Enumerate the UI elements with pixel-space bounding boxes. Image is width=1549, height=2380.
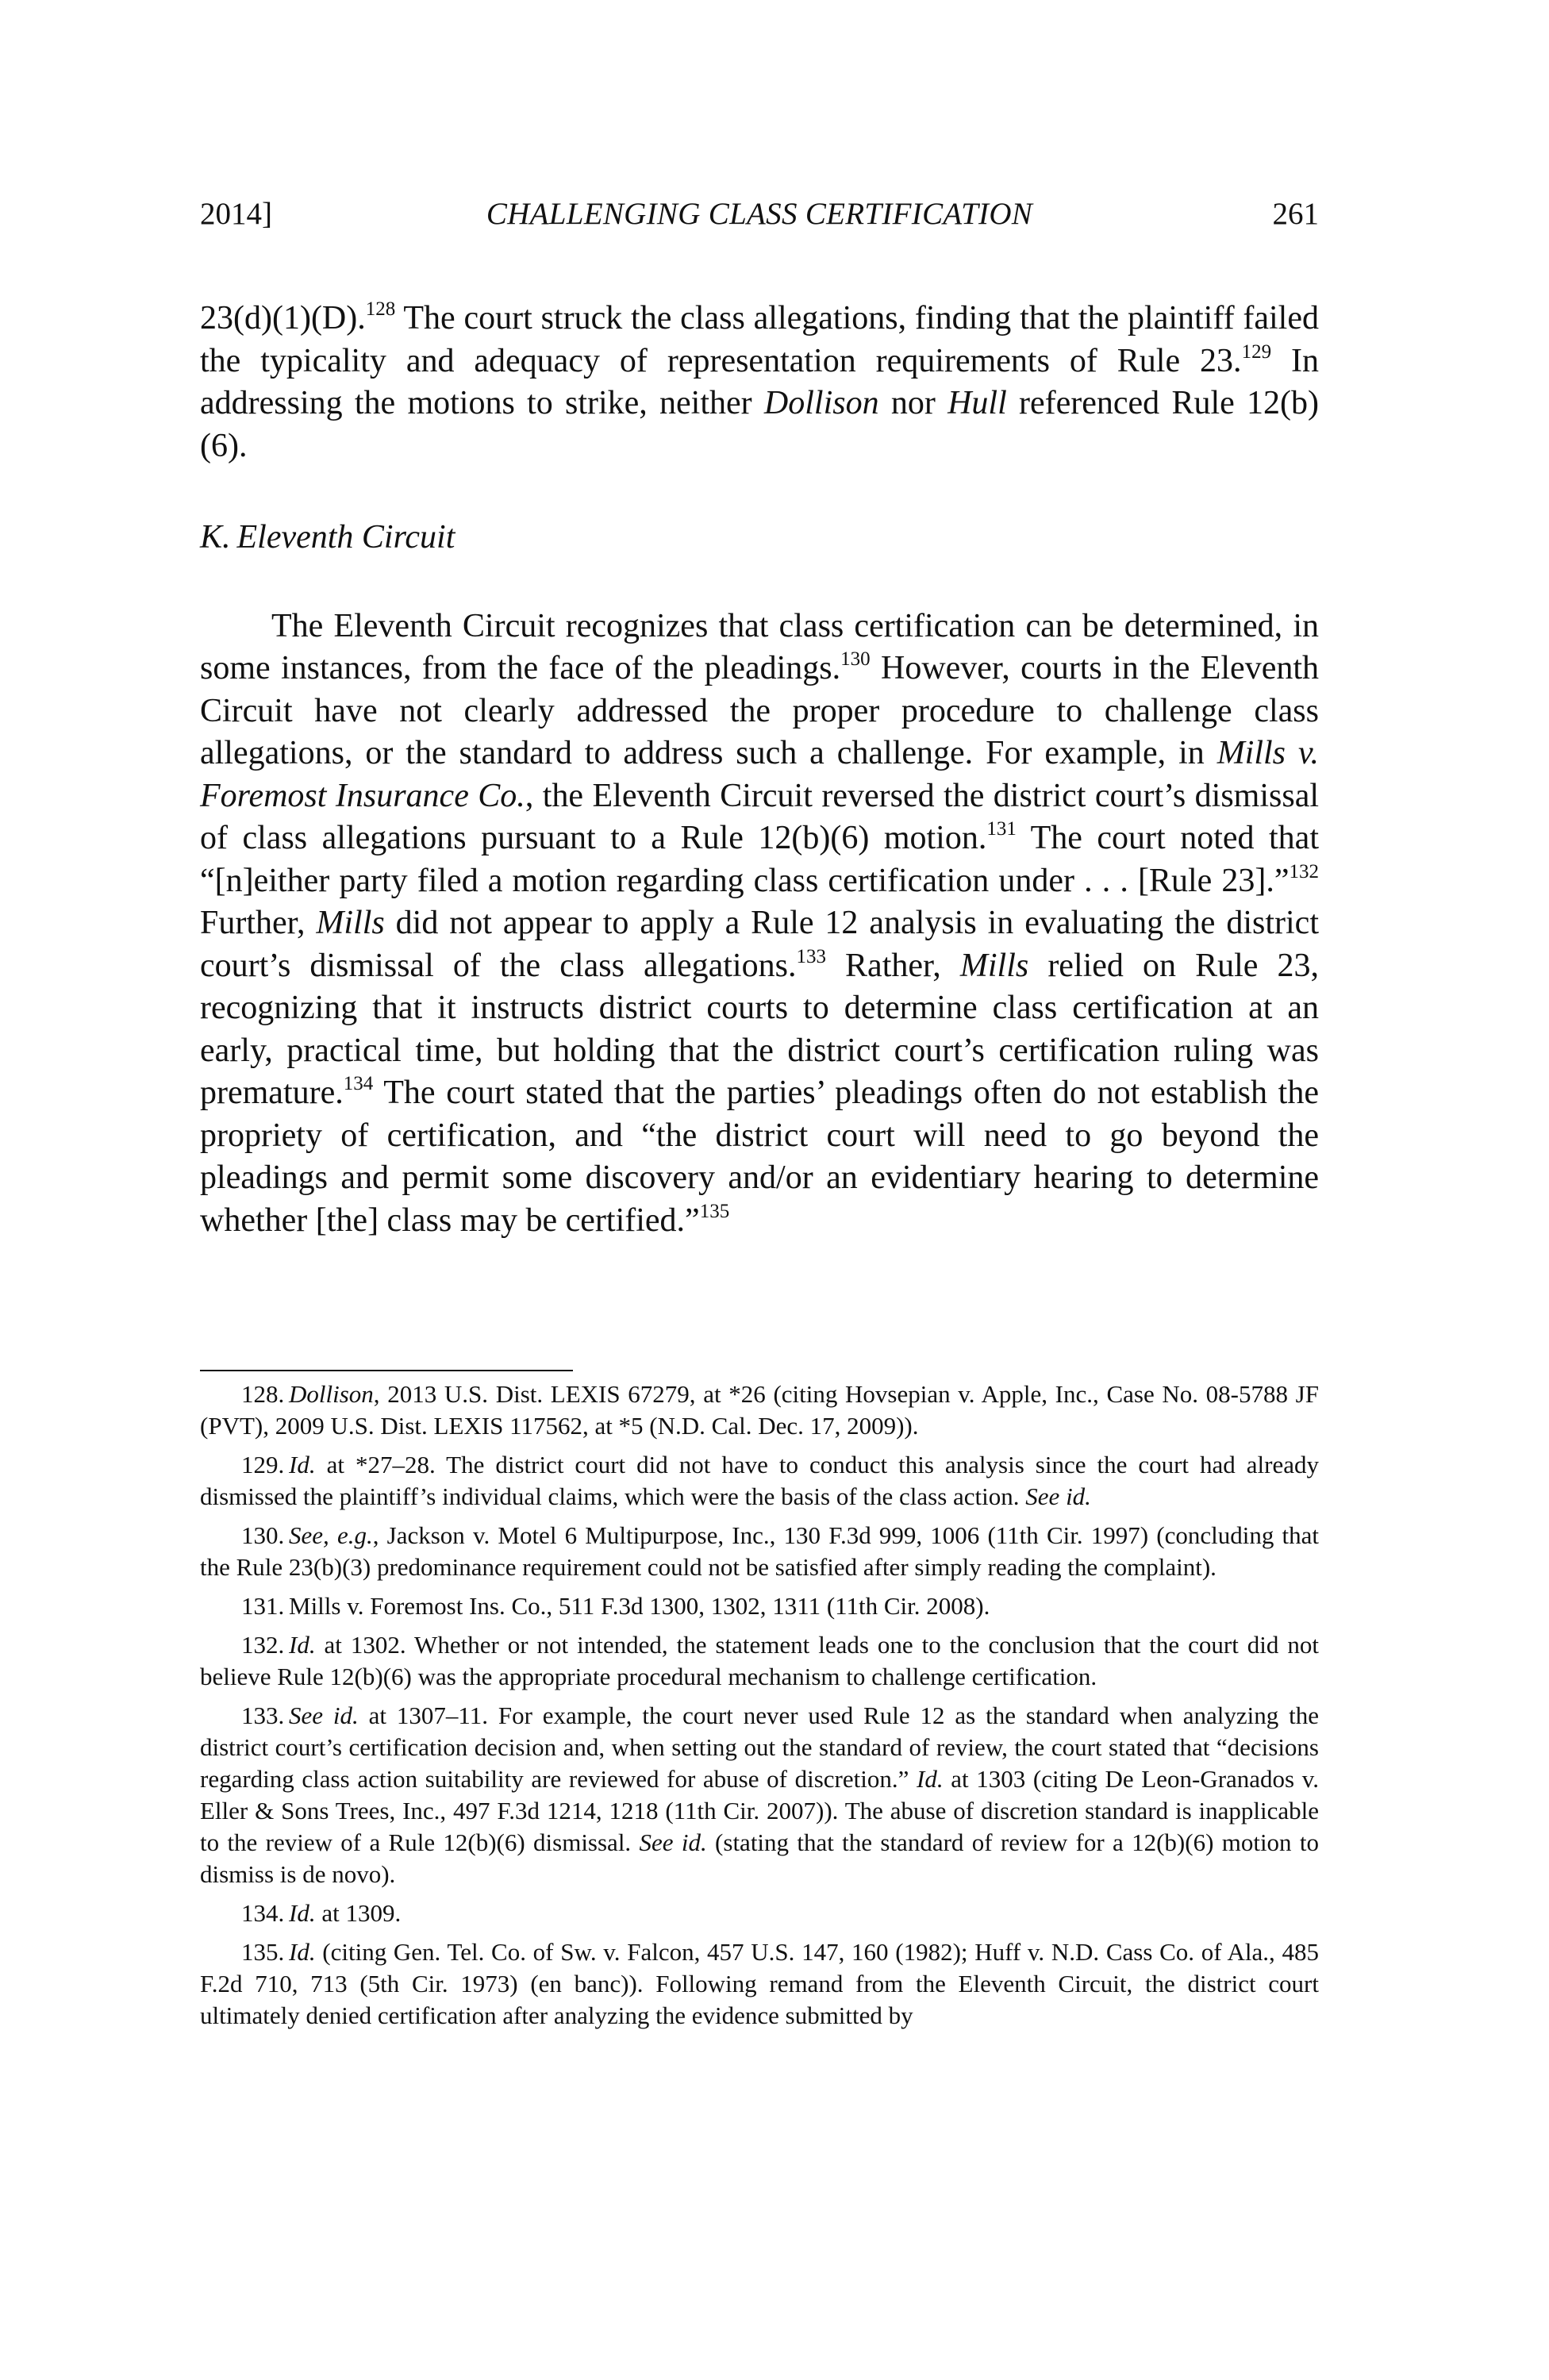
section-title: Eleventh Circuit: [236, 519, 455, 556]
footnote-135: [200, 1936, 1319, 2032]
footnote-130: [200, 1520, 1319, 1583]
footnote-ref-132[interactable]: 132: [1289, 860, 1319, 882]
text-run: The court stated that the parties’ pleadings often do not establish the propriety of certification, and “the district court will need to go beyond the pleadings and permit some discovery and/or an evidentiary hearing to determine whether [the] class may be certified.”: [200, 1075, 1319, 1239]
footnote-number: 132.: [241, 1631, 285, 1659]
citation-italic: Id.: [289, 1631, 316, 1659]
citation-italic: See id.: [289, 1701, 359, 1729]
text-run: Rather,: [825, 947, 960, 984]
text-run: , the Eleventh Circuit reversed the district court’s dismissal of class allegations pursuant to a Rule 12(b)(6) motion.: [200, 777, 1319, 856]
case-name: Mills: [316, 905, 385, 941]
case-name: Hull: [947, 385, 1007, 421]
text-run: referenced Rule 12(b)(6).: [200, 385, 1319, 464]
footnote-number: 133.: [241, 1701, 285, 1729]
footnote-128: [200, 1378, 1319, 1442]
footnote-ref-134[interactable]: 134: [343, 1073, 374, 1094]
footnote-134: [200, 1897, 1319, 1929]
citation-italic: See, e.g.: [289, 1521, 373, 1549]
case-name: Mills v. Foremost Insurance Co.: [200, 735, 1319, 814]
text-run: However, courts in the Eleventh Circuit have not clearly addressed the proper procedure to challenge class allegations, or the standard to address such a challenge. For example, in: [200, 650, 1320, 771]
citation-italic: Id.: [917, 1765, 944, 1793]
footnote-ref-128[interactable]: 128: [365, 298, 396, 320]
citation-italic: See id.: [639, 1828, 707, 1856]
case-name: Mills: [959, 947, 1029, 984]
footnote-ref-131[interactable]: 131: [986, 818, 1017, 840]
text-run: In addressing the motions to strike, neither: [200, 342, 1319, 421]
footnote-ref-133[interactable]: 133: [796, 945, 826, 967]
footnote-number: 128.: [241, 1380, 285, 1408]
text-run: relied on Rule 23, recognizing that it instructs district courts to determine class certification at an early, practical time, but holding that the district court’s certification ruling was premature.: [200, 947, 1319, 1111]
text-run: did not appear to apply a Rule 12 analysis in evaluating the district court’s dismissal of the class allegations.: [200, 905, 1319, 984]
footnote-text: , Jackson v. Motel 6 Multipurpose, Inc., 130 F.3d 999, 1006 (11th Cir. 1997) (concluding that the Rule 23(b)(3) predominance requirement could not be satisfied after simply reading the complaint).: [200, 1521, 1320, 1581]
text-run: The Eleventh Circuit recognizes that class certification can be determined, in some instances, from the face of the pleadings.: [200, 607, 1319, 686]
footnote-text: at 1309.: [315, 1899, 402, 1927]
citation-italic: Id.: [289, 1938, 316, 1966]
footnote-ref-130[interactable]: 130: [840, 648, 871, 670]
paragraph-eleventh-circuit: [200, 606, 1319, 1243]
text-run: 23(d)(1)(D).: [200, 300, 366, 336]
footnote-129: [200, 1449, 1319, 1513]
footnote-text: at 1302. Whether or not intended, the statement leads one to the conclusion that the court did not believe Rule 12(b)(6) was the appropriate procedural mechanism to challenge certification.: [200, 1631, 1319, 1690]
footnote-ref-129[interactable]: 129: [1241, 340, 1272, 363]
citation-italic: Id.: [289, 1451, 316, 1478]
footnote-text: (citing Gen. Tel. Co. of Sw. v. Falcon, 457 U.S. 147, 160 (1982); Huff v. N.D. Cass Co. of Ala., 485 F.2d 710, 713 (5th Cir. 1973) (en banc)). Following remand from the Eleventh Circuit, the district court ultimately denied certification after analyzing the evidence submitted by: [200, 1938, 1319, 2029]
header-year: 2014]: [200, 197, 272, 231]
footnote-number: 135.: [241, 1938, 285, 1966]
citation-italic: See id.: [1025, 1482, 1091, 1510]
text-run: Further,: [200, 905, 317, 941]
footnote-divider: [200, 1370, 573, 1371]
case-name: Dollison: [763, 385, 879, 421]
footnote-number: 130.: [241, 1521, 285, 1549]
section-heading: [200, 517, 1319, 559]
footnote-131: [200, 1590, 1319, 1622]
footnote-132: [200, 1629, 1319, 1693]
footnote-text: , 2013 U.S. Dist. LEXIS 67279, at *26 (citing Hovsepian v. Apple, Inc., Case No. 08-5788 JF (PVT), 2009 U.S. Dist. LEXIS 117562, at *5 (N.D. Cal. Dec. 17, 2009)).: [200, 1380, 1319, 1440]
header-title: CHALLENGING CLASS CERTIFICATION: [486, 197, 1033, 231]
section-letter: K.: [200, 519, 231, 556]
paragraph-continuation: [200, 298, 1319, 467]
footnote-133: [200, 1700, 1319, 1890]
footnote-text: at 1307–11. For example, the court never used Rule 12 as the standard when analyzing the district court’s certification decision and, when setting out the standard of review, the court stated that “decisions regarding class action suitability are reviewed for abuse of discretion.”: [200, 1701, 1319, 1793]
footnote-text: Mills v. Foremost Ins. Co., 511 F.3d 1300, 1302, 1311 (11th Cir. 2008).: [289, 1592, 990, 1620]
footnote-number: 129.: [241, 1451, 285, 1478]
main-text: [200, 298, 1319, 1242]
footnote-number: 131.: [241, 1592, 285, 1620]
citation-italic: Id.: [289, 1899, 316, 1927]
footnote-number: 134.: [241, 1899, 285, 1927]
footnotes: [200, 1378, 1319, 2039]
footnote-text: at *27–28. The district court did not have to conduct this analysis since the court had already dismissed the plaintiff’s individual claims, which were the basis of the class action.: [200, 1451, 1319, 1510]
running-header: [200, 190, 1319, 238]
page-number: 261: [1272, 197, 1319, 231]
text-run: The court struck the class allegations, finding that the plaintiff failed the typicality and adequacy of representation requirements of Rule 23.: [200, 300, 1319, 379]
text-run: The court noted that “[n]either party filed a motion regarding class certification under . . . [Rule 23].”: [200, 820, 1319, 899]
citation-italic: Dollison: [289, 1380, 374, 1408]
text-run: nor: [878, 385, 948, 421]
footnote-ref-135[interactable]: 135: [699, 1200, 730, 1222]
footnote-text: at 1303 (citing De Leon-Granados v. Eller & Sons Trees, Inc., 497 F.3d 1214, 1218 (11th Cir. 2007)). The abuse of discretion standard is inapplicable to the review of a Rule 12(b)(6) dismissal.: [200, 1765, 1319, 1856]
footnote-text: (stating that the standard of review for a 12(b)(6) motion to dismiss is de novo).: [200, 1828, 1319, 1888]
